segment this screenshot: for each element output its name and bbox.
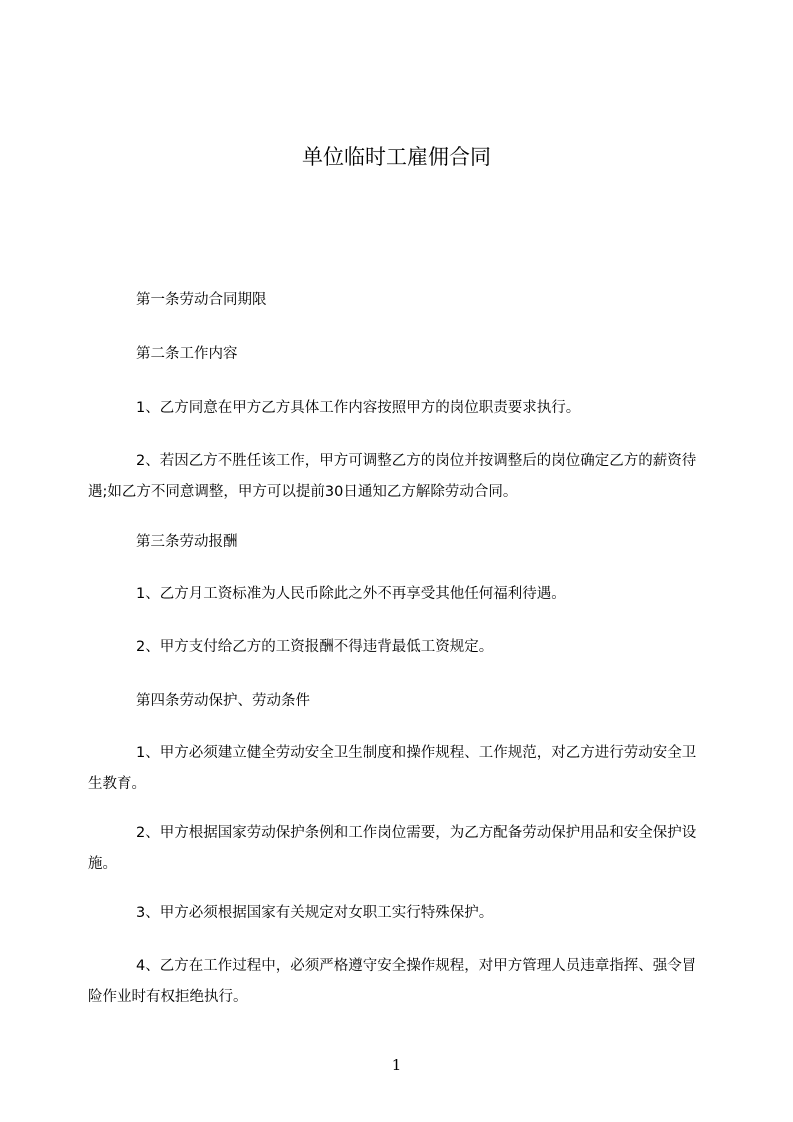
article-3-clause-2: 2、甲方支付给乙方的工资报酬不得违背最低工资规定。 (136, 639, 494, 655)
document-title: 单位临时工雇佣合同 (302, 145, 491, 169)
article-2-clause-2: 2、若因乙方不胜任该工作，甲方可调整乙方的岗位并按调整后的岗位确定乙方的薪资待遇;如乙方不同意调整，甲方可以提前30日通知乙方解除劳动合同。 (88, 453, 697, 500)
article-4-clause-1: 1、甲方必须建立健全劳动安全卫生制度和操作规程、工作规范，对乙方进行劳动安全卫生教育。 (88, 745, 697, 792)
article-4-clause-3: 3、甲方必须根据国家有关规定对女职工实行特殊保护。 (136, 905, 494, 921)
article-3-clause-1: 1、乙方月工资标准为人民币除此之外不再享受其他任何福利待遇。 (136, 586, 566, 602)
article-1-heading: 第一条劳动合同期限 (136, 292, 267, 308)
page-number: 1 (391, 1056, 402, 1074)
article-4-clause-4: 4、乙方在工作过程中，必须严格遵守安全操作规程，对甲方管理人员违章指挥、强令冒险作业时有权拒绝执行。 (88, 958, 697, 1005)
article-4-heading: 第四条劳动保护、劳动条件 (136, 693, 310, 709)
article-3-heading: 第三条劳动报酬 (136, 534, 238, 550)
article-2-heading: 第二条工作内容 (136, 346, 238, 362)
article-2-clause-1: 1、乙方同意在甲方乙方具体工作内容按照甲方的岗位职责要求执行。 (136, 400, 581, 416)
article-4-clause-2: 2、甲方根据国家劳动保护条例和工作岗位需要，为乙方配备劳动保护用品和安全保护设施。 (88, 825, 697, 872)
